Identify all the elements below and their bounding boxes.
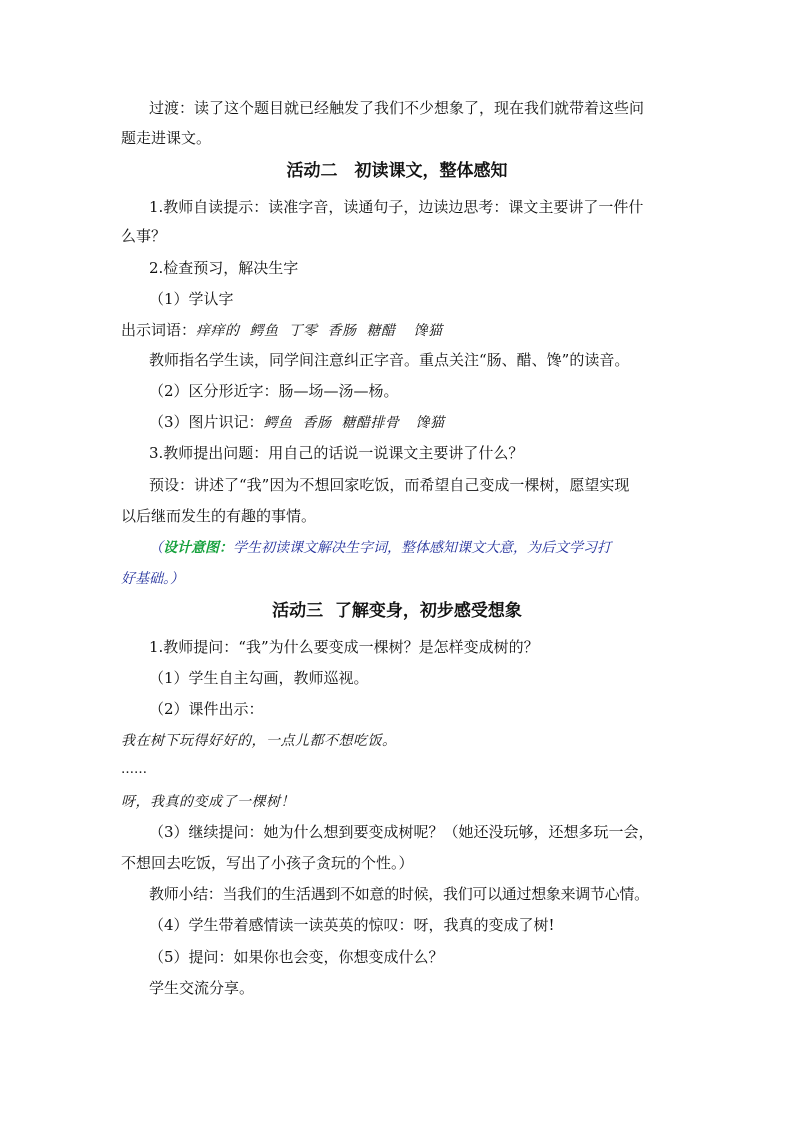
design-intent-text: 学生初读课文解决生字词，整体感知课文大意，为后文学习打 bbox=[233, 540, 611, 556]
word-item: 痒痒的 bbox=[196, 323, 240, 339]
a3-summary: 教师小结：当我们的生活遇到不如意的时候，我们可以通过想象来调节心情。 bbox=[149, 885, 649, 903]
word-item: 丁零 bbox=[288, 323, 318, 339]
transition-line-2: 题走进课文。 bbox=[121, 129, 212, 147]
a2-p3: 3.教师提出问题：用自己的话说一说课文主要讲了什么？ bbox=[149, 444, 524, 462]
activity3-heading: 活动三 了解变身，初步感受想象 bbox=[272, 601, 522, 621]
a2-p1-line-2: 么事？ bbox=[121, 227, 167, 245]
word-list bbox=[196, 323, 453, 339]
a3-s5: （5）提问：如果你也会变，你想变成什么？ bbox=[149, 948, 444, 966]
word-item: 糖醋 bbox=[366, 323, 396, 339]
activity2-heading: 活动二 初读课文，整体感知 bbox=[286, 161, 508, 181]
word-item: 鳄鱼 bbox=[249, 323, 279, 339]
a3-ellipsis: …… bbox=[121, 762, 147, 777]
a3-s3-line-1: （3）继续提问：她为什么想到要变成树呢？（她还没玩够，还想多玩一会， bbox=[149, 823, 654, 841]
a2-sub2: （2）区分形近字：肠—场—汤—杨。 bbox=[149, 382, 399, 400]
a3-s4: （4）学生带着感情读一读英英的惊叹：呀，我真的变成了树! bbox=[149, 916, 555, 934]
a3-s3-line-2: 不想回去吃饭，写出了小孩子贪玩的个性。） bbox=[121, 854, 414, 872]
a3-share: 学生交流分享。 bbox=[149, 979, 255, 997]
word-item: 香肠 bbox=[327, 323, 357, 339]
a2-preset-line-1: 预设：讲述了“我”因为不想回家吃饭，而希望自己变成一棵树，愿望实现 bbox=[149, 476, 630, 494]
a2-design-intent-line-1 bbox=[149, 538, 611, 558]
word-item: 馋猫 bbox=[413, 323, 443, 339]
word-item: 糖醋排骨 bbox=[341, 415, 400, 431]
a2-design-intent-line-2: 好基础。） bbox=[121, 571, 184, 587]
a2-p2: 2.检查预习，解决生字 bbox=[149, 259, 299, 277]
design-intent-tag: 设计意图： bbox=[163, 540, 233, 556]
transition-line-1: 过渡：读了这个题目就已经触发了我们不少想象了，现在我们就带着这些问 bbox=[149, 99, 645, 117]
a3-s1: （1）学生自主勾画，教师巡视。 bbox=[149, 669, 369, 687]
word-item: 馋猫 bbox=[415, 415, 445, 431]
a3-s2: （2）课件出示： bbox=[149, 700, 264, 718]
a2-read-note: 教师指名学生读，同学间注意纠正字音。重点关注“肠、醋、馋”的读音。 bbox=[149, 351, 630, 369]
a3-q1: 1.教师提问：“我”为什么要变成一棵树？是怎样变成树的？ bbox=[149, 638, 539, 656]
word-item: 香肠 bbox=[302, 415, 332, 431]
a3-quote-2: 呀，我真的变成了一棵树！ bbox=[121, 794, 295, 810]
a2-sub3 bbox=[149, 412, 455, 433]
a3-quote-1: 我在树下玩得好好的，一点儿都不想吃饭。 bbox=[121, 733, 397, 749]
a2-preset-line-2: 以后继而发生的有趣的事情。 bbox=[121, 507, 317, 525]
word-item: 鳄鱼 bbox=[263, 415, 293, 431]
sub3-label: （3）图片识记： bbox=[149, 413, 264, 431]
a2-p1-line-1: 1.教师自读提示：读准字音，读通句子，边读边思考：课文主要讲了一件什 bbox=[149, 198, 644, 216]
words-label: 出示词语： bbox=[121, 321, 197, 339]
design-open-paren: （ bbox=[149, 540, 163, 556]
a2-words-row bbox=[121, 320, 453, 341]
a2-sub1: （1）学认字 bbox=[149, 290, 234, 308]
sub3-word-list bbox=[264, 415, 455, 431]
